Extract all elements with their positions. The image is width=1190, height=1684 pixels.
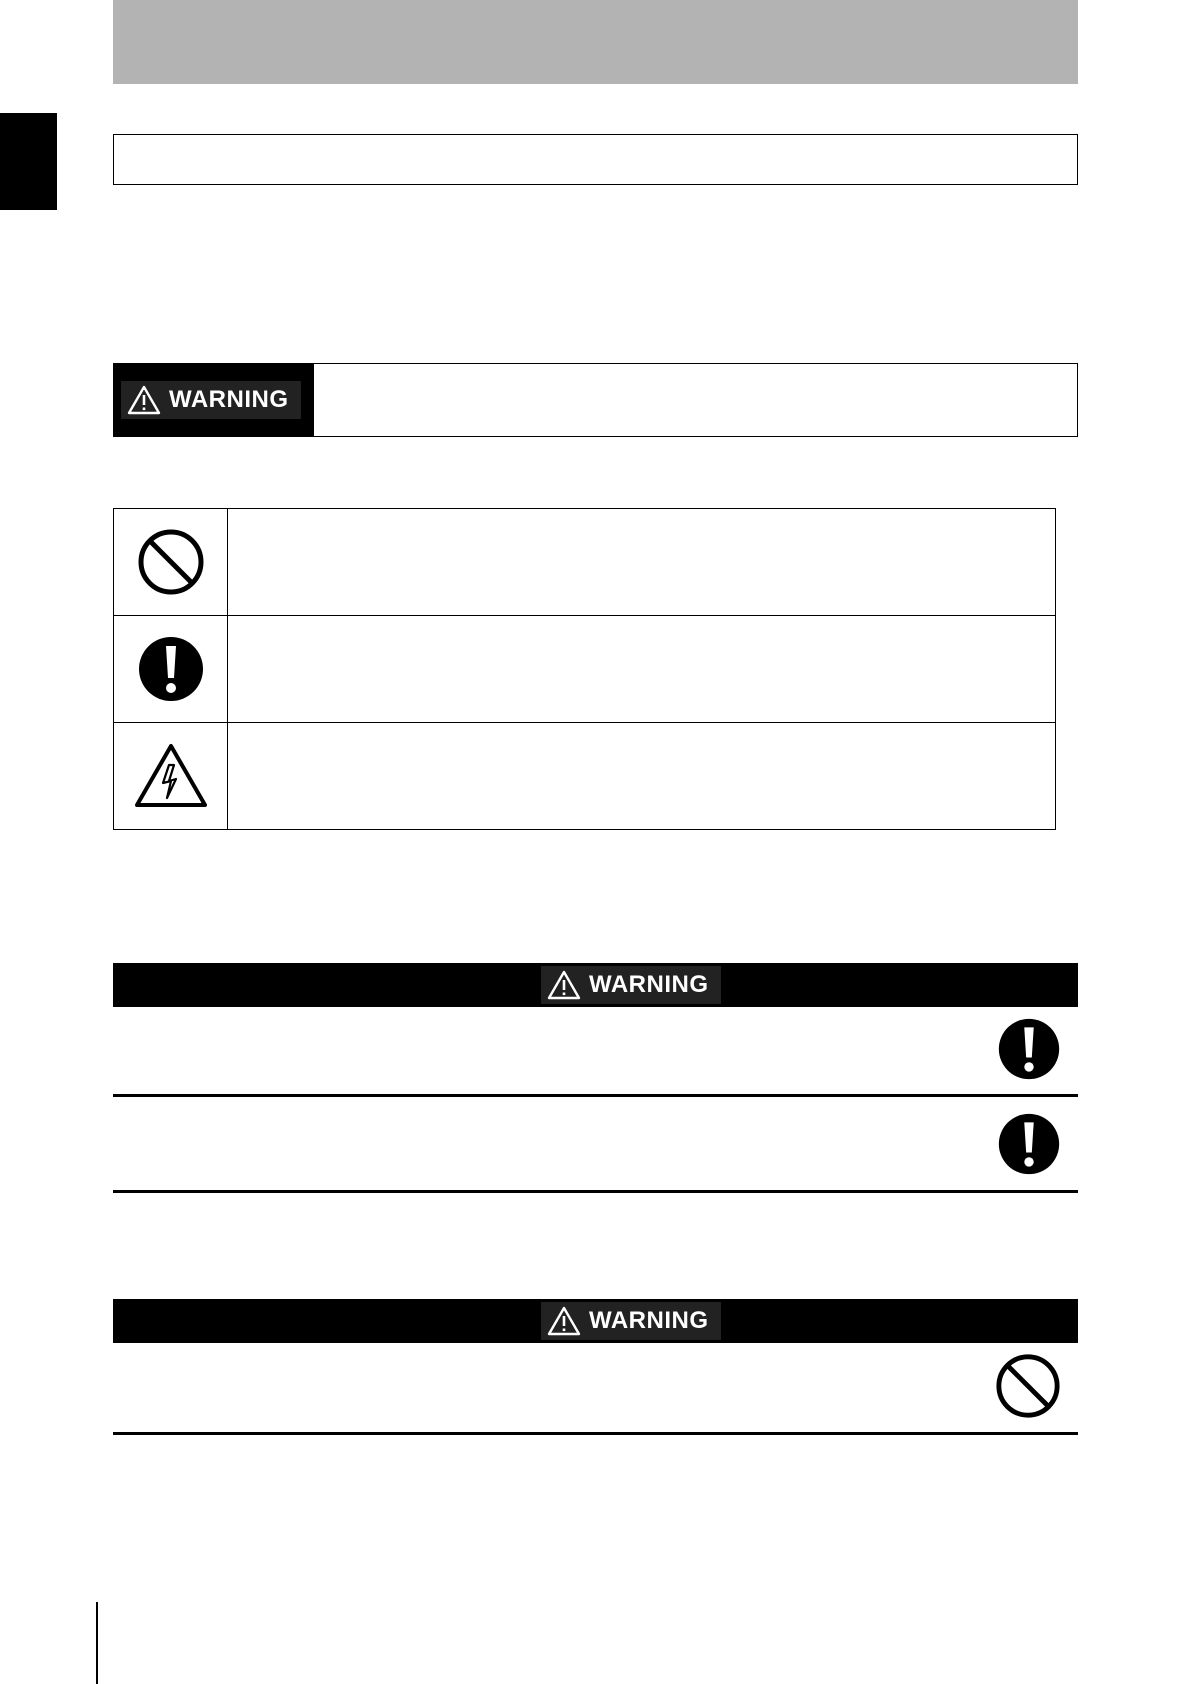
electric-shock-icon (134, 743, 208, 809)
warning-triangle-icon (547, 970, 581, 1000)
warning-label: WARNING (589, 1307, 709, 1334)
prohibition-icon (136, 527, 206, 597)
symbol-description (228, 723, 1056, 830)
symbol-table (113, 508, 1056, 830)
mandatory-action-icon (136, 634, 206, 704)
warning-triangle-icon (127, 385, 161, 415)
warning-badge (541, 966, 721, 1004)
signal-word-label (114, 364, 314, 436)
warning-badge (541, 1302, 721, 1340)
signal-word-box (113, 363, 1078, 437)
mandatory-action-icon (996, 1111, 1062, 1177)
warning-label: WARNING (589, 971, 709, 998)
prohibition-icon (994, 1352, 1062, 1420)
symbol-row (114, 616, 1056, 723)
warning-section-header (113, 963, 1078, 1007)
symbol-row (114, 509, 1056, 616)
warning-label: WARNING (169, 386, 289, 413)
margin-rule (96, 1602, 98, 1684)
mandatory-action-icon (996, 1016, 1062, 1082)
symbol-description (228, 616, 1056, 723)
warning-section-header (113, 1299, 1078, 1343)
symbol-row (114, 723, 1056, 830)
warning-badge (121, 381, 301, 419)
warning-item (113, 1343, 1078, 1435)
page-header-bar (113, 0, 1078, 84)
chapter-tab (0, 113, 57, 210)
warning-triangle-icon (547, 1306, 581, 1336)
symbol-description (228, 509, 1056, 616)
warning-item (113, 1007, 1078, 1097)
section-title-box (113, 134, 1078, 185)
warning-item (113, 1097, 1078, 1193)
